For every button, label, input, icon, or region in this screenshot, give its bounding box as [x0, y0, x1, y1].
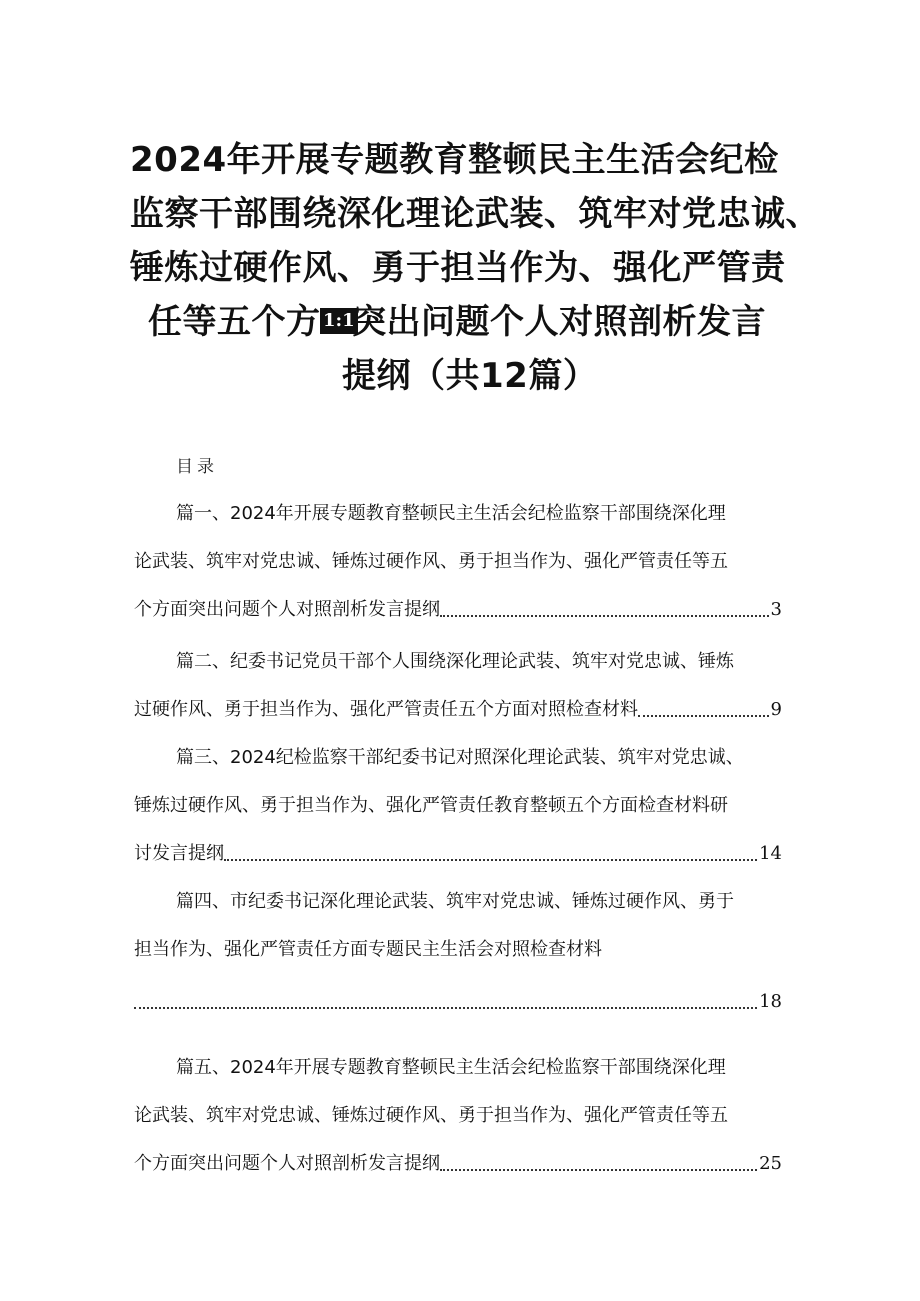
toc-leader-dots — [638, 715, 769, 717]
toc-entry-line: 篇四、市纪委书记深化理论武装、筑牢对党忠诚、锤炼过硬作风、勇于 — [176, 891, 734, 912]
toc-leader-dots — [440, 615, 769, 617]
toc-page-number: 3 — [770, 599, 782, 620]
toc-entry-line: 篇五、2024年开展专题教育整顿民主生活会纪检监察干部围绕深化理 — [176, 1057, 726, 1078]
toc-page-number: 25 — [759, 1153, 782, 1174]
toc-leader-dots — [224, 859, 757, 861]
toc-entry-line: 锤炼过硬作风、勇于担当作为、强化严管责任教育整顿五个方面检查材料研 — [134, 795, 728, 816]
toc-entry-line: 论武装、筑牢对党忠诚、锤炼过硬作风、勇于担当作为、强化严管责任等五 — [134, 1105, 728, 1126]
toc-leader-dots — [134, 1007, 757, 1009]
toc-leader-row — [134, 596, 782, 624]
toc-entry-line: 担当作为、强化严管责任方面专题民主生活会对照检查材料 — [134, 939, 602, 960]
title-line-2: 监察干部围绕深化理论武装、筑牢对党忠诚、 — [130, 194, 820, 234]
toc-entry-line: 个方面突出问题个人对照剖析发言提纲 — [134, 599, 440, 620]
toc-page-number: 14 — [759, 843, 782, 864]
toc-entry-line: 篇二、纪委书记党员干部个人围绕深化理论武装、筑牢对党忠诚、锤炼 — [176, 651, 734, 672]
toc-leader-row — [134, 1150, 782, 1178]
toc-leader-row — [134, 988, 782, 1016]
toc-entry-line: 论武装、筑牢对党忠诚、锤炼过硬作风、勇于担当作为、强化严管责任等五 — [134, 551, 728, 572]
toc-entry-line: 过硬作风、勇于担当作为、强化严管责任五个方面对照检查材料 — [134, 699, 638, 720]
title-line-4b: 突出问题个人对照剖析发言 — [352, 302, 766, 342]
title-line-1: 2024年开展专题教育整顿民主生活会纪检 — [130, 140, 779, 180]
toc-entry-line: 篇一、2024年开展专题教育整顿民主生活会纪检监察干部围绕深化理 — [176, 503, 726, 524]
scale-badge: 1:1 — [320, 308, 358, 334]
toc-leader-row — [134, 696, 782, 724]
toc-heading: 目录 — [176, 457, 218, 477]
toc-leader-dots — [440, 1169, 757, 1171]
toc-page-number: 9 — [770, 699, 782, 720]
title-line-5: 提纲（共12篇） — [342, 356, 598, 396]
toc-entry-line: 讨发言提纲 — [134, 843, 224, 864]
toc-leader-row — [134, 840, 782, 868]
toc-entry-line: 个方面突出问题个人对照剖析发言提纲 — [134, 1153, 440, 1174]
title-line-4a: 任等五个方 — [148, 302, 321, 342]
title-line-3: 锤炼过硬作风、勇于担当作为、强化严管责 — [130, 248, 786, 288]
toc-page-number: 18 — [759, 991, 782, 1012]
toc-entry-line: 篇三、2024纪检监察干部纪委书记对照深化理论武装、筑牢对党忠诚、 — [176, 747, 744, 768]
